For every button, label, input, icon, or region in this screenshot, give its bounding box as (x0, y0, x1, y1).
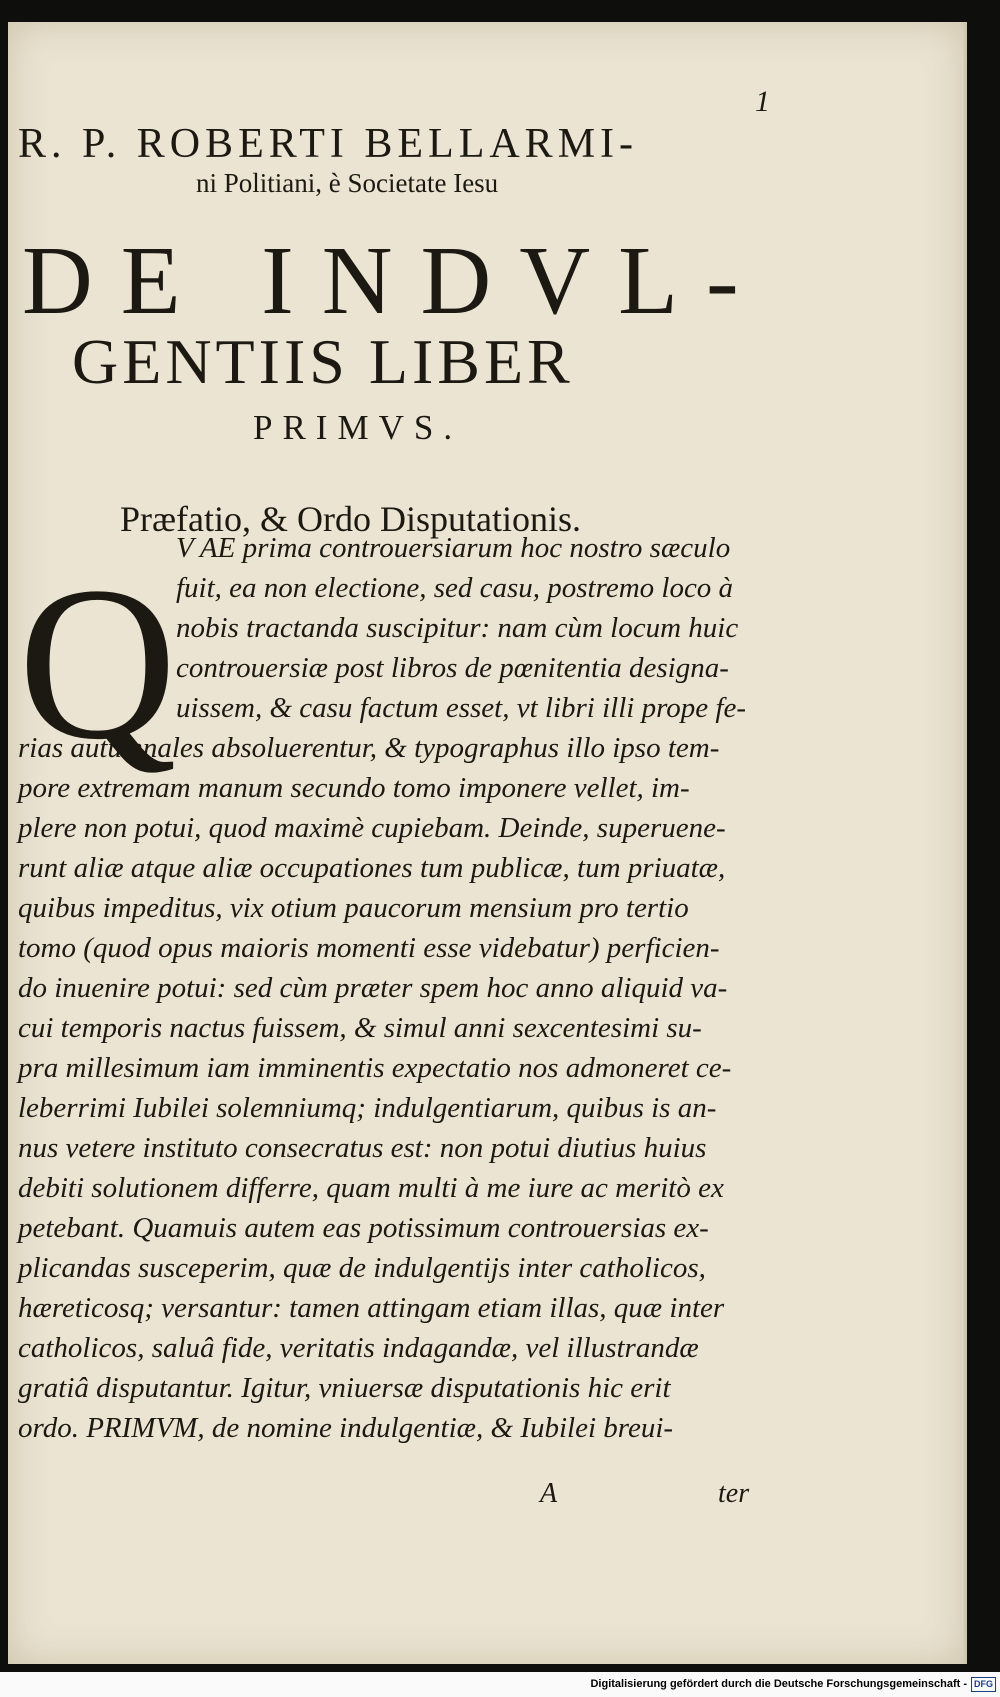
body-line: nus vetere instituto consecratus est: non potui diutius huius (18, 1132, 707, 1164)
body-line: nobis tractanda suscipitur: nam cùm locum huic (176, 612, 739, 644)
body-line: petebant. Quamuis autem eas potissimum controuersias ex- (18, 1212, 709, 1244)
body-line: plicandas susceperim, quæ de indulgentijs inter catholicos, (18, 1252, 706, 1284)
title-line-3: PRIMVS. (253, 408, 463, 447)
body-line: fuit, ea non electione, sed casu, postremo loco à (176, 572, 734, 604)
body-line: pra millesimum iam imminentis expectatio nos admoneret ce- (18, 1052, 732, 1084)
header-author-line-1: R. P. ROBERTI BELLARMI- (18, 121, 639, 167)
drop-cap-initial: Q (18, 541, 177, 785)
body-line: runt aliæ atque aliæ occupationes tum publicæ, tum priuatæ, (18, 852, 726, 884)
footer-credit (0, 1672, 1000, 1697)
section-heading: Præfatio, & Ordo Disputationis. (120, 499, 581, 539)
body-line: quibus impeditus, vix otium paucorum mensium pro tertio (18, 892, 689, 924)
body-line: do inuenire potui: sed cùm præter spem hoc anno aliquid va- (18, 972, 728, 1004)
body-line: gratiâ disputantur. Igitur, vniuersæ disputationis hic erit (18, 1372, 671, 1404)
body-line: ordo. PRIMVM, de nomine indulgentiæ, & Iubilei breui- (18, 1412, 674, 1444)
body-line: controuersiæ post libros de pœnitentia designa- (176, 652, 729, 684)
body-line: pore extremam manum secundo tomo imponere vellet, im- (18, 772, 690, 804)
body-line: uissem, & casu factum esset, vt libri illi prope fe- (176, 692, 746, 724)
body-line: cui temporis nactus fuissem, & simul anni sexcentesimi su- (18, 1012, 702, 1044)
body-line: leberrimi Iubilei solemniumq; indulgentiarum, quibus is an- (18, 1092, 717, 1124)
title-line-1: DE INDVL- (22, 227, 767, 335)
title-line-2: GENTIIS LIBER (72, 326, 574, 397)
body-line: V AE prima controuersiarum hoc nostro sæculo (176, 532, 731, 564)
page-number: 1 (755, 85, 770, 118)
body-line: rias autumnales absoluerentur, & typographus illo ipso tem- (18, 732, 720, 764)
body-line: catholicos, saluâ fide, veritatis indagandæ, vel illustrandæ (18, 1332, 699, 1364)
footer-text: Digitalisierung gefördert durch die Deutsche Forschungsgemeinschaft - (590, 1678, 967, 1690)
catchword: ter (718, 1478, 750, 1509)
body-line: debiti solutionem differre, quam multi à me iure ac meritò ex (18, 1172, 724, 1204)
body-line: plere non potui, quod maximè cupiebam. Deinde, superuene- (18, 812, 726, 844)
signature-mark: A (540, 1478, 558, 1509)
header-author-line-2: ni Politiani, è Societate Iesu (196, 168, 499, 198)
body-line: tomo (quod opus maioris momenti esse videbatur) perficien- (18, 932, 720, 964)
body-line: hæreticosq; versantur: tamen attingam etiam illas, quæ inter (18, 1292, 725, 1324)
dfg-logo: DFG (971, 1677, 996, 1692)
